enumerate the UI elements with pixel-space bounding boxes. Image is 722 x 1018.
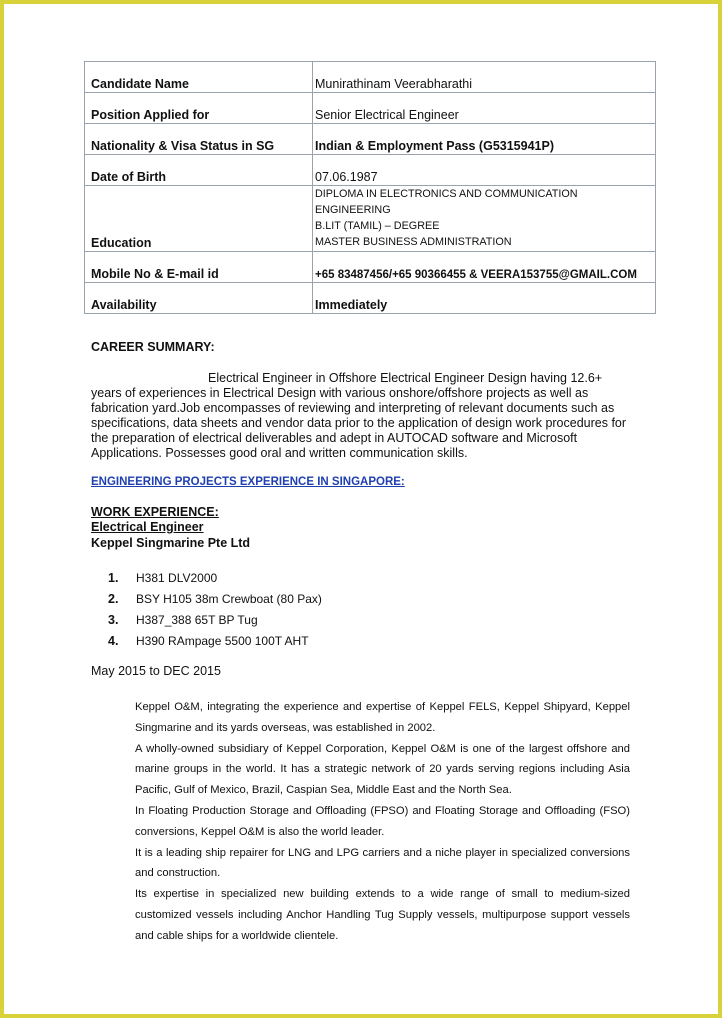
table-row bbox=[85, 93, 656, 124]
list-item bbox=[108, 610, 322, 631]
list-item bbox=[108, 631, 322, 652]
list-number: 3. bbox=[108, 613, 119, 627]
career-summary-heading: CAREER SUMMARY: bbox=[91, 340, 215, 354]
employment-period: May 2015 to DEC 2015 bbox=[91, 664, 221, 678]
description-paragraph: It is a leading ship repairer for LNG and LPG carriers and a niche player in specialized conversions and construction. bbox=[135, 846, 630, 880]
nationality-value: Indian & Employment Pass (G5315941P) bbox=[313, 124, 656, 155]
description-paragraph: A wholly-owned subsidiary of Keppel Corporation, Keppel O&M is one of the largest offshore and marine groups in the world. It has a strategic network of 20 yards serving regions including Asia Pacific, Gulf of Mexico, Brazil, Caspian Sea, Middle East and the North Sea. bbox=[135, 742, 630, 797]
contact-label: Mobile No & E-mail id bbox=[85, 252, 313, 283]
description-paragraph: In Floating Production Storage and Offloading (FPSO) and Floating Storage and Offloading (FSO) conversions, Keppel O&M is also the world leader. bbox=[135, 804, 630, 838]
availability-label: Availability bbox=[85, 283, 313, 314]
education-value bbox=[313, 186, 656, 252]
table-row bbox=[85, 186, 656, 252]
dob-value: 07.06.1987 bbox=[313, 155, 656, 186]
education-line: DIPLOMA IN ELECTRONICS AND COMMUNICATION bbox=[315, 188, 578, 200]
company-name: Keppel Singmarine Pte Ltd bbox=[91, 536, 251, 550]
description-paragraph: Keppel O&M, integrating the experience and expertise of Keppel FELS, Keppel Shipyard, Keppel Singmarine and its yards overseas, was established in 2002. bbox=[135, 701, 630, 734]
education-line: MASTER BUSINESS ADMINISTRATION bbox=[315, 236, 512, 248]
table-row bbox=[85, 155, 656, 186]
list-item bbox=[108, 568, 322, 589]
candidate-info-table bbox=[84, 61, 656, 314]
project-name: H390 RAmpage 5500 100T AHT bbox=[136, 634, 309, 648]
candidate-name-value: Munirathinam Veerabharathi bbox=[313, 62, 656, 93]
education-label: Education bbox=[85, 186, 313, 252]
project-list bbox=[108, 568, 322, 652]
nationality-label: Nationality & Visa Status in SG bbox=[85, 124, 313, 155]
list-number: 4. bbox=[108, 634, 119, 648]
list-number: 1. bbox=[108, 571, 119, 585]
projects-experience-link[interactable]: ENGINEERING PROJECTS EXPERIENCE IN SINGAPORE: bbox=[91, 476, 405, 488]
career-summary-first-line: Electrical Engineer in Offshore Electrical Engineer Design having 12.6+ bbox=[208, 371, 603, 385]
dob-label: Date of Birth bbox=[85, 155, 313, 186]
contact-value: +65 83487456/+65 90366455 & VEERA153755@GMAIL.COM bbox=[313, 252, 656, 283]
table-row bbox=[85, 62, 656, 93]
table-row bbox=[85, 252, 656, 283]
availability-value: Immediately bbox=[313, 283, 656, 314]
list-item bbox=[108, 589, 322, 610]
table-row bbox=[85, 124, 656, 155]
company-description bbox=[135, 697, 630, 947]
career-summary-body: years of experiences in Electrical Design with various onshore/offshore projects as well as fabrication yard.Job encompasses of reviewing and interpreting of relevant documents such as specifications, data sheets and vendor data prior to the application of design work procedures for the preparation of electrical deliverables and adept in AUTOCAD software and Microsoft Applications. Possesses good oral and written communication skills. bbox=[91, 386, 627, 461]
project-name: H387_388 65T BP Tug bbox=[136, 613, 258, 627]
career-summary-text bbox=[91, 371, 631, 462]
work-experience-heading: WORK EXPERIENCE: bbox=[91, 505, 219, 519]
education-line: ENGINEERING bbox=[315, 204, 391, 216]
job-title: Electrical Engineer bbox=[91, 520, 204, 534]
project-name: BSY H105 38m Crewboat (80 Pax) bbox=[136, 592, 322, 606]
project-name: H381 DLV2000 bbox=[136, 571, 218, 585]
education-line: B.LIT (TAMIL) – DEGREE bbox=[315, 220, 440, 232]
candidate-name-label: Candidate Name bbox=[85, 62, 313, 93]
position-label: Position Applied for bbox=[85, 93, 313, 124]
position-value: Senior Electrical Engineer bbox=[313, 93, 656, 124]
description-paragraph: Its expertise in specialized new building extends to a wide range of small to medium-sized customized vessels including Anchor Handling Tug Supply vessels, multipurpose support vessels and cable ships for a worldwide clientele. bbox=[135, 888, 630, 942]
table-row bbox=[85, 283, 656, 314]
list-number: 2. bbox=[108, 592, 119, 606]
